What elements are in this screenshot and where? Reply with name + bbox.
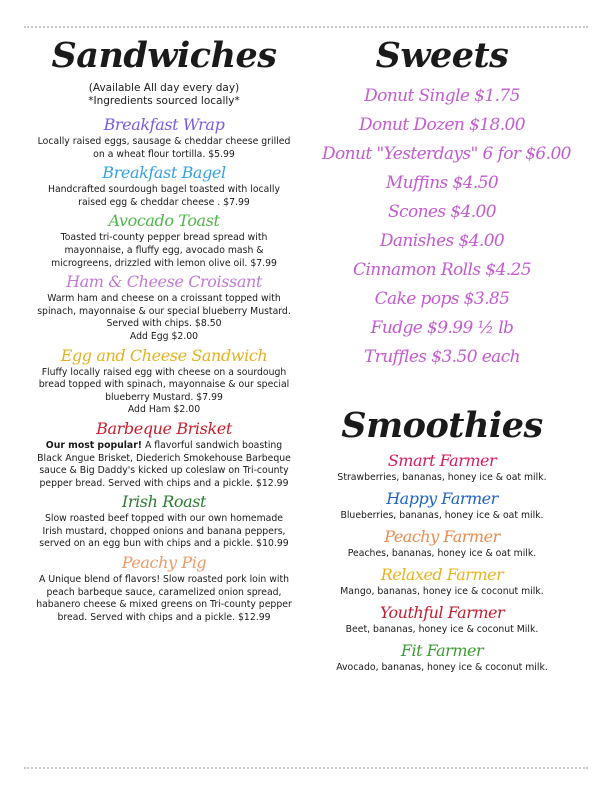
top-dotted-border [24, 26, 588, 28]
smoothie-description: Mango, bananas, honey ice & coconut milk. [340, 586, 544, 597]
description-line: bread topped with spinach, mayonnaise & our special [38, 379, 290, 391]
description-line: Served with chips. $8.50 [106, 318, 222, 330]
description-line: served on an egg bun with chips and a pickle. $10.99 [39, 538, 289, 550]
description-line: raised egg & cheddar cheese . $7.99 [78, 196, 250, 208]
sandwich-description [14, 184, 314, 209]
sweet-item: Cake pops $3.85 [374, 289, 510, 309]
description-line: blueberry Mustard. $7.99 [105, 391, 223, 403]
bottom-dotted-border [24, 767, 588, 769]
description-line: sauce & Big Daddy's kicked up coleslaw on Tri-county [39, 465, 289, 477]
description-line: Add Egg $2.00 [129, 330, 199, 342]
sandwich-description [14, 293, 314, 343]
smoothie-description: Avocado, bananas, honey ice & coconut milk. [336, 662, 548, 673]
sandwiches-section [14, 34, 314, 625]
sandwich-description [14, 136, 314, 161]
description-line: spinach, mayonnaise & our special blueberry Mustard. [37, 305, 291, 317]
smoothie-description: Strawberries, bananas, honey ice & oat milk. [337, 472, 547, 483]
smoothie-name: Smart Farmer [387, 451, 497, 470]
sandwich-name: Peachy Pig [121, 553, 207, 573]
smoothie-name: Youthful Farmer [379, 603, 505, 622]
right-column [322, 34, 571, 678]
sandwich-name: Barbeque Brisket [96, 418, 232, 438]
sweet-item: Cinnamon Rolls $4.25 [353, 260, 531, 280]
sandwich-list [14, 114, 314, 624]
description-line: peach barbeque sauce, caramelized onion spread, [46, 586, 282, 598]
sandwich-name: Irish Roast [121, 492, 207, 512]
sandwich-name: Breakfast Wrap [103, 115, 225, 134]
sweets-heading: Sweets [375, 35, 509, 76]
sweet-item: Donut "Yesterdays" 6 for $6.00 [322, 144, 571, 164]
sandwich-name: Breakfast Bagel [102, 163, 226, 183]
availability-note: (Available All day every day) [88, 82, 240, 94]
smoothie-list [322, 450, 562, 674]
sourcing-note: *Ingredients sourced locally* [88, 95, 240, 107]
description-line: mayonnaise, a fluffy egg, avocado mash & [64, 244, 264, 256]
highlight-text: Our most popular! [45, 439, 143, 451]
smoothie-description: Peaches, bananas, honey ice & oat milk. [347, 548, 537, 559]
sweet-item: Donut Single $1.75 [364, 86, 520, 106]
sandwiches-heading: Sandwiches [51, 35, 277, 76]
sandwich-description [14, 440, 314, 490]
description-line: Add Ham $2.00 [127, 404, 201, 416]
sweet-item: Scones $4.00 [387, 202, 496, 222]
smoothie-name: Fit Farmer [400, 641, 484, 660]
description-line: Locally raised eggs, sausage & cheddar cheese grilled [37, 136, 291, 147]
description-line: Black Angue Brisket, Diederich Smokehouse Barbeque [37, 452, 291, 464]
sweet-item: Donut Dozen $18.00 [359, 115, 525, 135]
smoothies-heading: Smoothies [341, 405, 543, 446]
description-line: A flavorful sandwich boasting [142, 439, 283, 451]
sandwich-name: Ham & Cheese Croissant [66, 272, 262, 292]
sweet-item: Fudge $9.99 ½ lb [370, 318, 514, 338]
smoothie-name: Happy Farmer [386, 489, 498, 508]
smoothie-description: Beet, bananas, honey ice & coconut Milk. [345, 624, 539, 635]
sandwich-description [14, 367, 314, 417]
smoothie-name: Peachy Farmer [384, 527, 500, 546]
sandwich-name: Egg and Cheese Sandwich [60, 345, 268, 365]
sweets-list [322, 82, 571, 372]
description-line: Fluffy locally raised egg with cheese on a sourdough [41, 366, 287, 378]
description-line: Slow roasted beef topped with our own homemade [45, 513, 283, 525]
description-line: Warm ham and cheese on a croissant topped with [47, 293, 281, 305]
description-line: microgreens, drizzled with lemon olive oil. $7.99 [51, 257, 277, 269]
sweet-item: Muffins $4.50 [385, 173, 499, 193]
description-line: pepper bread. Served with chips and a pickle. $12.99 [39, 477, 289, 489]
description-line: A Unique blend of flavors! Slow roasted pork loin with [39, 574, 289, 586]
sandwich-description [14, 574, 314, 624]
sweet-item: Danishes $4.00 [379, 231, 505, 251]
description-line: Irish mustard, chopped onions and banana peppers, [42, 525, 286, 537]
description-line: on a wheat flour tortilla. $5.99 [93, 148, 235, 160]
description-line: bread. Served with chips and a pickle. $12.99 [57, 611, 271, 623]
smoothie-name: Relaxed Farmer [380, 565, 504, 584]
smoothie-description: Blueberries, bananas, honey ice & oat milk. [340, 510, 544, 521]
description-line: Handcrafted sourdough bagel toasted with locally [47, 184, 281, 196]
description-line: habanero cheese & mixed greens on Tri-county pepper [36, 599, 292, 611]
sandwich-description [14, 513, 314, 551]
sweet-item: Truffles $3.50 each [364, 347, 520, 367]
sandwich-name: Avocado Toast [108, 211, 220, 231]
description-line: Toasted tri-county pepper bread spread with [60, 232, 268, 244]
sandwich-description [14, 232, 314, 270]
